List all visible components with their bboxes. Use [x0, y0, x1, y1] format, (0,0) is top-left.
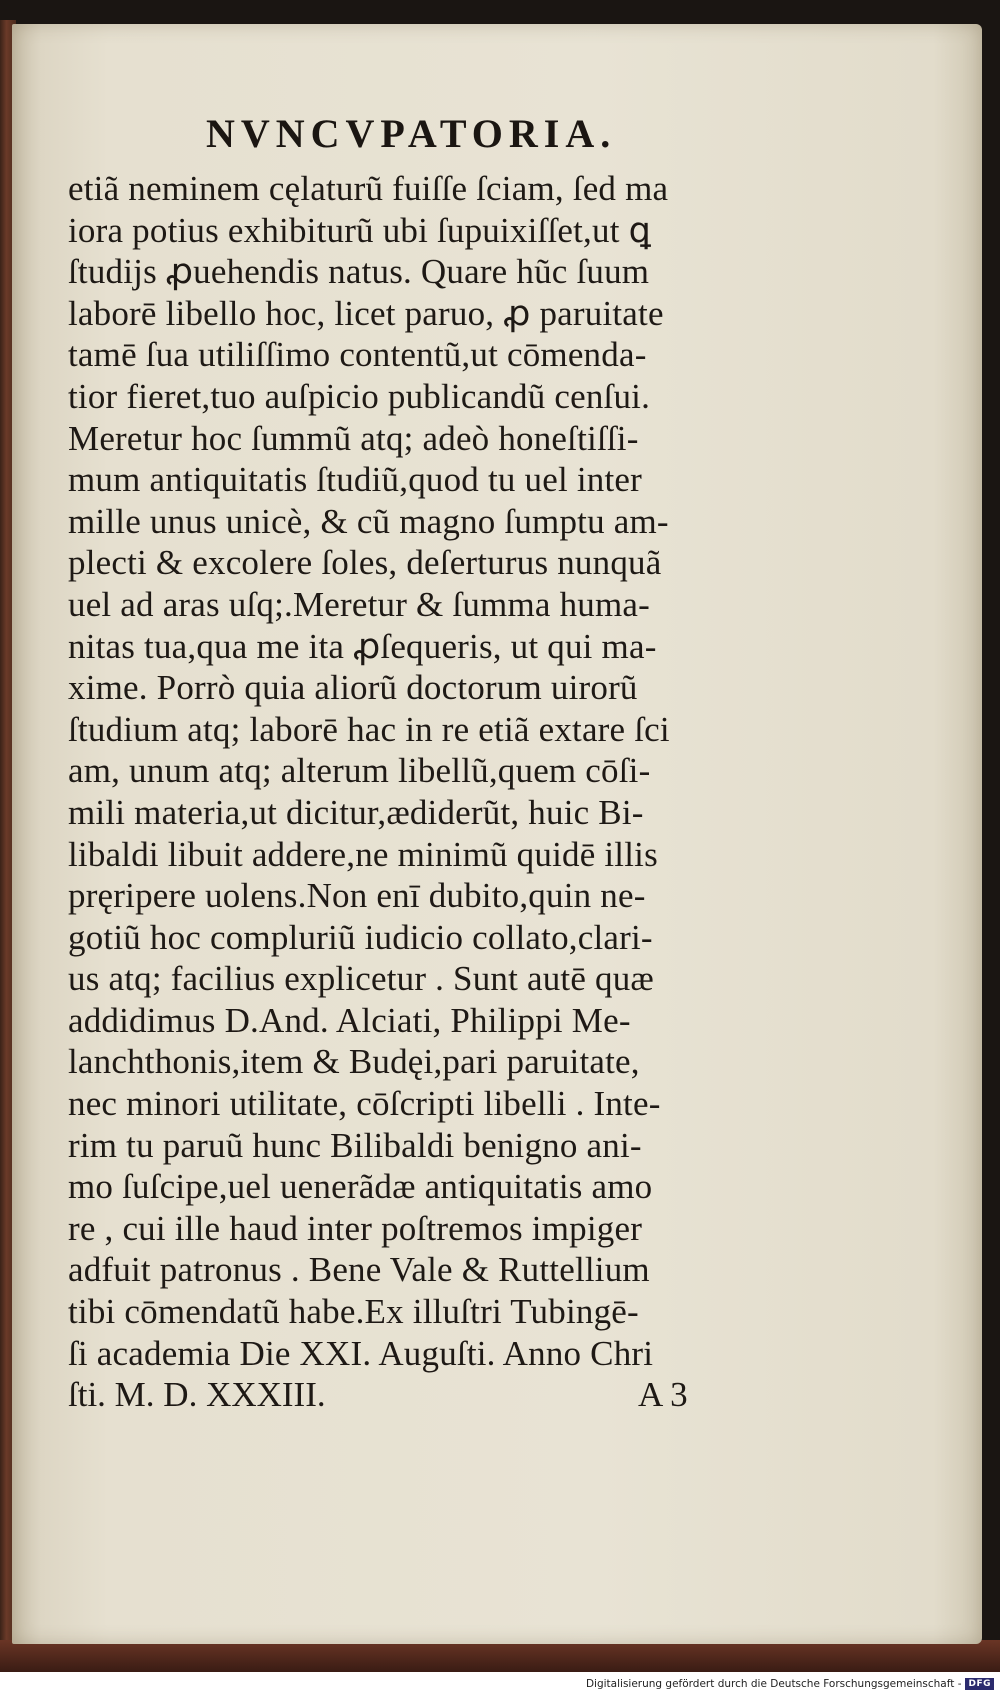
text-line: pręripere uolens.Non enī dubito,quin ne-: [68, 876, 646, 916]
dfg-logo: DFG: [965, 1678, 994, 1690]
text-line: ſtudijs ꝓuehendis natus. Quare hũc ſuum: [68, 252, 650, 292]
text-line: am, unum atq; alterum libellũ,quem cōſi-: [68, 751, 651, 791]
text-line: ſi academia Die XXI. Auguſti. Anno Chri: [68, 1333, 654, 1373]
text-line: laborē libello hoc, licet paruo, ꝓ paruitate: [68, 293, 664, 333]
book-cover-bottom-edge: [0, 1640, 1000, 1672]
text-line: ſtudium atq; laborē hac in re etiã extare ſci: [68, 709, 670, 749]
text-line: re , cui ille haud inter poſtremos impiger: [68, 1208, 643, 1248]
running-head: NVNCVPATORIA.: [206, 111, 617, 156]
text-line: Meretur hoc ſummũ atq; adeò honeſtiſſi-: [68, 418, 639, 458]
text-line: tibi cōmendatũ habe.Ex illuſtri Tubingē-: [68, 1292, 639, 1332]
book-page: [12, 24, 982, 1644]
text-line: libaldi libuit addere,ne minimũ quidē illis: [68, 834, 658, 874]
text-line: etiã neminem cęlaturũ fuiſſe ſciam, ſed ma: [68, 169, 669, 208]
text-line: addidimus D.And. Alciati, Philippi Me-: [68, 1000, 631, 1040]
text-line: nec minori utilitate, cōſcripti libelli . Inte-: [68, 1084, 661, 1124]
text-line: iora potius exhibiturũ ubi ſupuixiſſet,ut ꝗ: [68, 210, 651, 250]
text-line: mum antiquitatis ſtudiũ,quod tu uel inter: [68, 460, 642, 500]
digitization-credit-bar: [0, 1672, 1000, 1695]
text-line: lanchthonis,item & Budęi,pari paruitate,: [68, 1042, 640, 1082]
text-line: mili materia,ut dicitur,ædiderũt, huic Bi-: [68, 792, 644, 832]
date-line: ſti. M. D. XXXIII.: [68, 1375, 326, 1415]
text-line: xime. Porrò quia aliorũ doctorum uirorũ: [68, 668, 638, 708]
final-line: [68, 1374, 828, 1416]
text-line: gotiũ hoc compluriũ iudicio collato,clari-: [68, 917, 653, 957]
funding-credit-text: Digitalisierung gefördert durch die Deutsche Forschungsgemeinschaft -: [585, 1677, 962, 1690]
text-line: mo ſuſcipe,uel uenerãdæ antiquitatis amo: [68, 1167, 653, 1207]
body-text: [68, 168, 828, 1374]
signature-mark: A 3: [638, 1375, 688, 1415]
text-line: tamē ſua utiliſſimo contentũ,ut cōmenda-: [68, 335, 647, 375]
text-line: tior fieret,tuo auſpicio publicandũ cenſui.: [68, 376, 651, 416]
text-line: mille unus unicè, & cũ magno ſumptu am-: [68, 501, 669, 541]
text-line: us atq; facilius explicetur . Sunt autē quæ: [68, 959, 654, 999]
text-line: nitas tua,qua me ita ꝓſequeris, ut qui ma-: [68, 626, 657, 666]
text-line: rim tu paruũ hunc Bilibaldi benigno ani-: [68, 1125, 642, 1165]
text-line: uel ad aras uſq;.Meretur & ſumma huma-: [68, 584, 651, 624]
page-text-area: [68, 104, 828, 1416]
text-line: adfuit patronus . Bene Vale & Ruttellium: [68, 1250, 650, 1290]
text-line: plecti & excolere ſoles, deſerturus nunquã: [68, 543, 662, 583]
